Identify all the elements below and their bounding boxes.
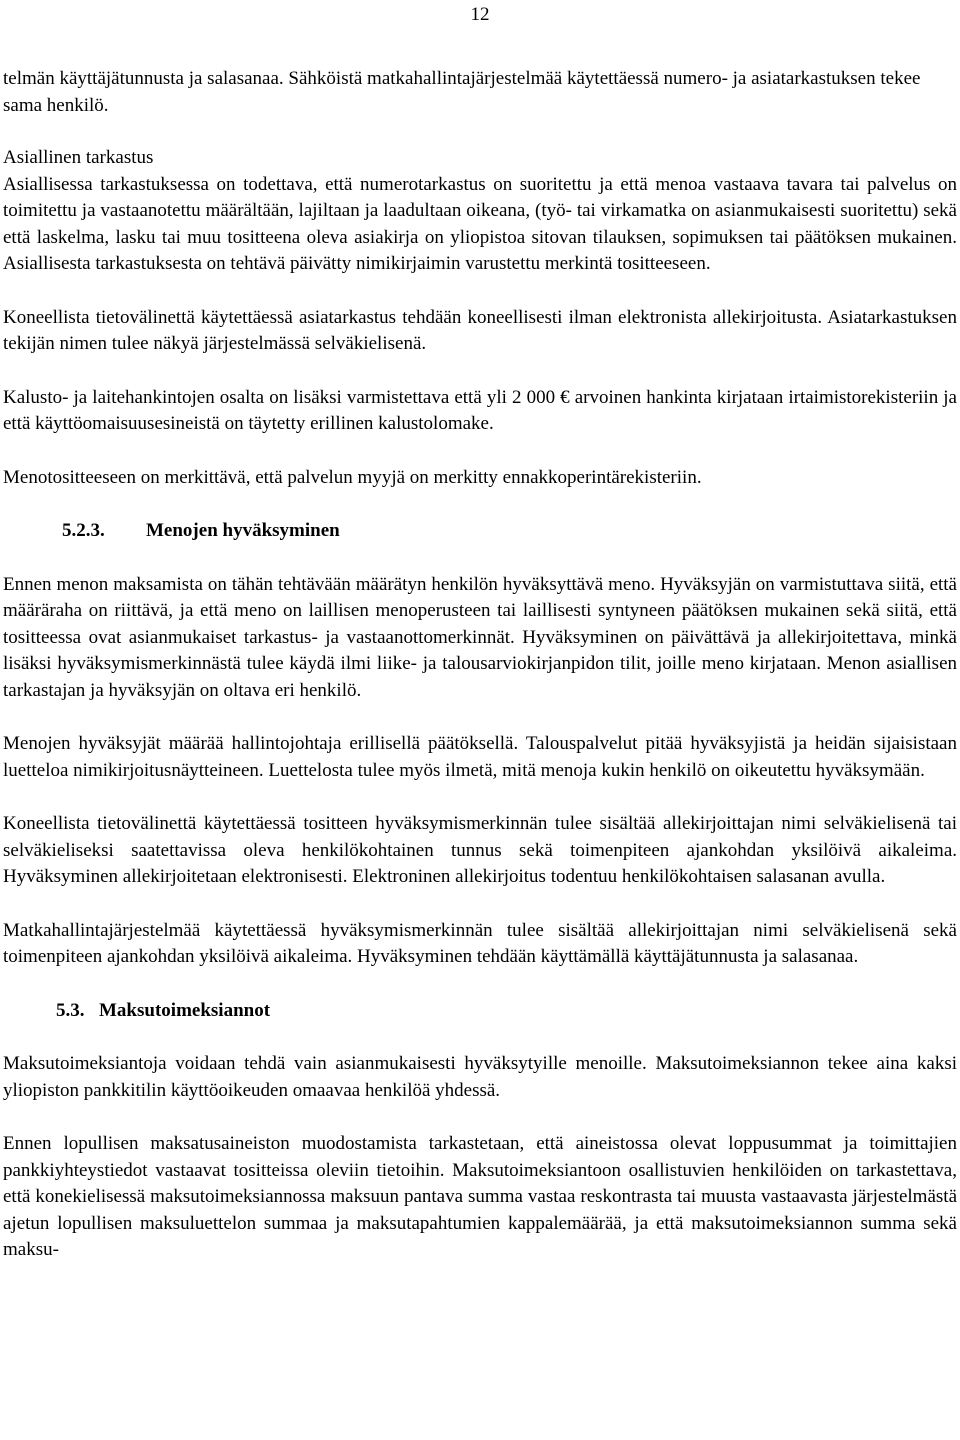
paragraph: Menojen hyväksyjät määrää hallintojohtaja erillisellä päätöksellä. Talouspalvelut pitää hyväksyjistä ja heidän sijaisistaan luetteloa nimikirjoitusnäytteineen. Luettelosta tulee myös ilmetä, mitä menoja kukin henkilö on oikeutettu hyväksymään. [3, 733, 957, 781]
paragraph: Matkahallintajärjestelmää käytettäessä hyväksymismerkinnän tulee sisältää allekirjoittajan nimi selväkielisenä sekä toimenpiteen ajankohdan yksilöivä aikaleima. Hyväksyminen tehdään käyttämällä käyttäjätunnusta ja salasanaa. [3, 919, 957, 967]
page-number: 12 [470, 4, 490, 25]
section-number: 5.3. [56, 999, 85, 1021]
subheading-asiallinen-tarkastus: Asiallinen tarkastus [3, 147, 154, 168]
section-title: Menojen hyväksyminen [146, 520, 340, 541]
document-body [3, 66, 957, 1291]
section-number: 5.2.3. [62, 520, 105, 541]
paragraph: Menotositteeseen on merkittävä, että palvelun myyjä on merkitty ennakkoperintärekisteriin. [3, 466, 702, 488]
paragraph: Koneellista tietovälinettä käytettäessä asiatarkastus tehdään koneellisesti ilman elektronista allekirjoitusta. Asiatarkastuksen tekijän nimen tulee näkyä järjestelmässä selväkielisenä. [3, 306, 957, 354]
paragraph: Maksutoimeksiantoja voidaan tehdä vain asianmukaisesti hyväksytyille menoille. Maksutoimeksiannon tekee aina kaksi yliopiston pankkitilin käyttöoikeuden omaavaa henkilöä yhdessä. [3, 1053, 957, 1101]
paragraph: Asiallisessa tarkastuksessa on todettava, että numerotarkastus on suoritettu ja että menoa vastaava tavara tai palvelus on toimitettu ja vastaanotettu määrältään, lajiltaan ja laadultaan oikeana, (työ- tai virkamatka on asianmukaisesti suoritettu) sekä että laskelma, lasku tai muu tositteena oleva asiakirja on yliopistoa sitovan tilauksen, sopimuksen tai päätöksen mukainen. Asiallisesta tarkastuksesta on tehtävä päivätty nimikirjaimin varustettu merkintä tositteeseen. [3, 173, 957, 274]
paragraph: Koneellista tietovälinettä käytettäessä tositteen hyväksymismerkinnän tulee sisältää allekirjoittajan nimi selväkielisenä tai selväkieliseksi saatettavissa oleva henkilökohtainen tunnus sekä toimenpiteen ajankohdan yksilöivä aikaleima. Hyväksyminen allekirjoitetaan elektronisesti. Elektroninen allekirjoitus todentuu henkilökohtaisen salasanan avulla. [3, 813, 957, 887]
paragraph: Kalusto- ja laitehankintojen osalta on lisäksi varmistettava että yli 2 000 € arvoinen hankinta kirjataan irtaimistorekisteriin ja että käyttöomaisuusesineistä on täytetty erillinen kalustolomake. [3, 386, 957, 434]
paragraph: telmän käyttäjätunnusta ja salasanaa. Sähköistä matkahallintajärjestelmää käytettäessä numero- ja asiatarkastuksen tekee sama henkilö. [3, 68, 921, 116]
paragraph: Ennen menon maksamista on tähän tehtävään määrätyn henkilön hyväksyttävä meno. Hyväksyjän on varmistuttava siitä, että määräraha on riittävä, ja että meno on laillisen menoperusteen tai laillisesti syntyneen päätöksen mukainen sekä siitä, että tositteessa ovat asianmukaiset tarkastus- ja vastaanottomerkinnät. Hyväksyminen on päivättävä ja allekirjoitettava, minkä lisäksi hyväksymismerkinnästä tulee käydä ilmi liike- ja talousarviokirjanpidon tilit, joille meno kirjataan. Menon asiallisen tarkastajan ja hyväksyjän on oltava eri henkilö. [3, 573, 957, 701]
paragraph: Ennen lopullisen maksatusaineiston muodostamista tarkastetaan, että aineistossa olevat loppusummat ja toimittajien pankkiyhteystiedot vastaavat tositteissa oleviin tietoihin. Maksutoimeksiantoon osallistuvien henkilöiden on tarkastettava, että konekielisessä maksutoimeksiannossa maksuun pantava summa vastaa reskontrasta tai muusta vastaavasta järjestelmästä ajetun lopullisen maksuluettelon summaa ja maksutapahtumien kappalemäärää, ja että maksutoimeksiannon summa sekä maksu- [3, 1133, 957, 1260]
section-heading-5-3 [3, 998, 957, 1025]
section-title: Maksutoimeksiannot [99, 999, 271, 1021]
section-heading-5-2-3 [3, 518, 957, 545]
